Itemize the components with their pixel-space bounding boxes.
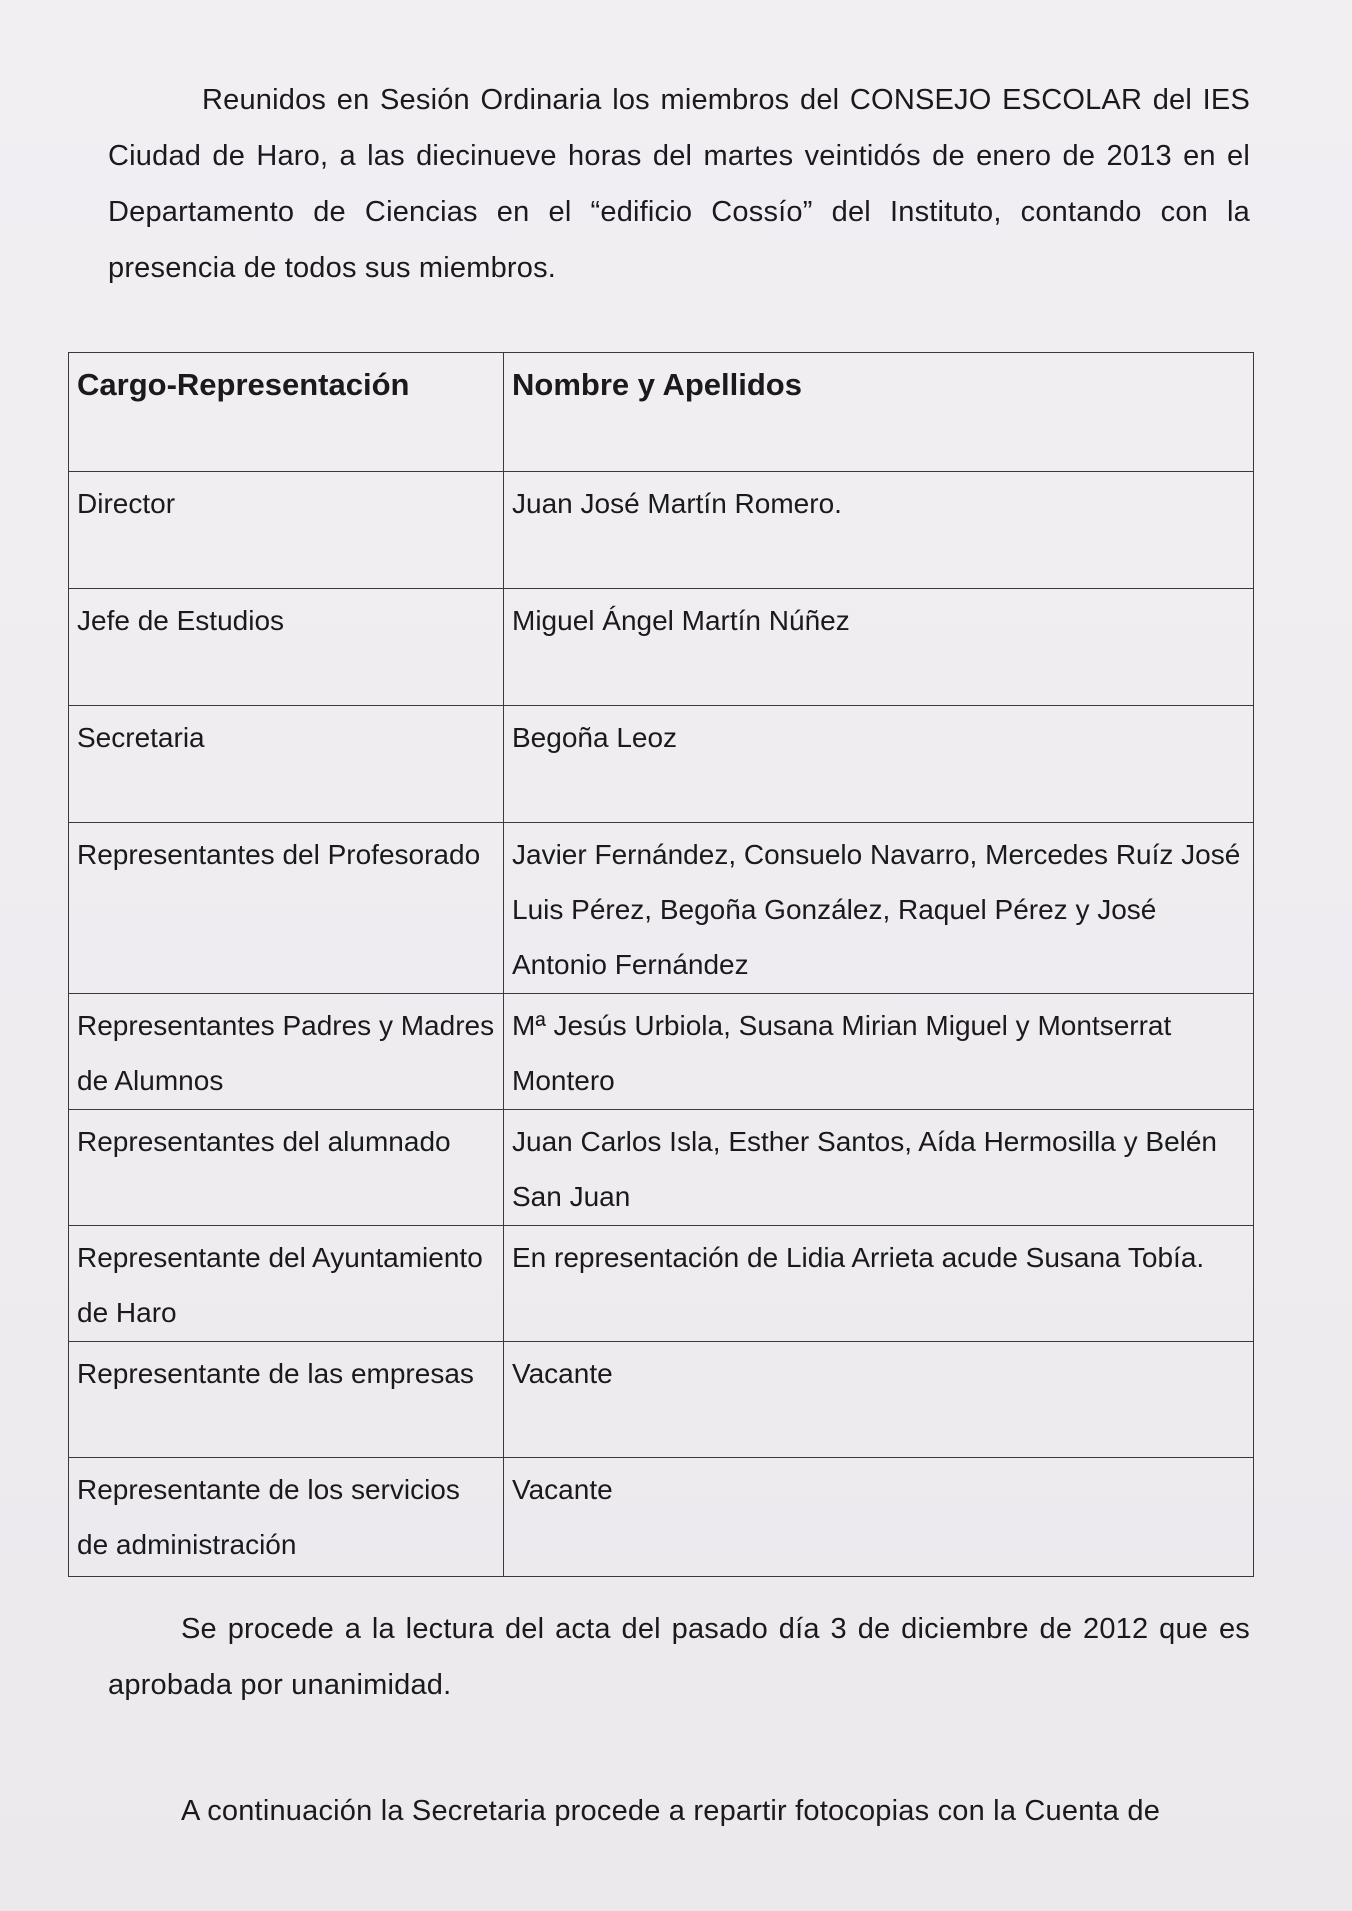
nombre-cell: Miguel Ángel Martín Núñez <box>504 589 1254 706</box>
nombre-cell: Javier Fernández, Consuelo Navarro, Mercedes Ruíz José Luis Pérez, Begoña González, Raquel Pérez y José Antonio Fernández <box>504 823 1254 994</box>
intro-paragraph: Reunidos en Sesión Ordinaria los miembros del CONSEJO ESCOLAR del IES Ciudad de Haro, a las diecinueve horas del martes veintidós de enero de 2013 en el Departamento de Ciencias en el “edificio Cossío” del Instituto, contando con la presencia de todos sus miembros. <box>108 84 1250 284</box>
cargo-cell: Director <box>69 472 504 589</box>
nombre-cell: Mª Jesús Urbiola, Susana Mirian Miguel y Montserrat Montero <box>504 994 1254 1110</box>
cargo-cell: Representantes del Profesorado <box>69 823 504 994</box>
nombre-cell: Vacante <box>504 1342 1254 1458</box>
cargo-cell: Jefe de Estudios <box>69 589 504 706</box>
table-row <box>69 1458 1254 1577</box>
table-row <box>69 472 1254 589</box>
cargo-cell: Representante de los servicios de administración <box>69 1458 504 1577</box>
cargo-cell: Representante del Ayuntamiento de Haro <box>69 1226 504 1342</box>
nombre-cell: Juan Carlos Isla, Esther Santos, Aída Hermosilla y Belén San Juan <box>504 1110 1254 1226</box>
nombre-cell: En representación de Lidia Arrieta acude Susana Tobía. <box>504 1226 1254 1342</box>
header-nombre: Nombre y Apellidos <box>504 353 1254 472</box>
table-row <box>69 1110 1254 1226</box>
cargo-cell: Secretaria <box>69 706 504 823</box>
nombre-cell: Juan José Martín Romero. <box>504 472 1254 589</box>
nombre-cell: Begoña Leoz <box>504 706 1254 823</box>
cargo-cell: Representantes Padres y Madres de Alumnos <box>69 994 504 1110</box>
approval-paragraph: Se procede a la lectura del acta del pasado día 3 de diciembre de 2012 que es aprobada por unanimidad. <box>108 1613 1250 1701</box>
table-row <box>69 1226 1254 1342</box>
header-cargo: Cargo-Representación <box>69 353 504 472</box>
table-row <box>69 706 1254 823</box>
nombre-cell: Vacante <box>504 1458 1254 1577</box>
table-header-row <box>69 353 1254 472</box>
table-row <box>69 994 1254 1110</box>
continuation-paragraph: A continuación la Secretaria procede a repartir fotocopias con la Cuenta de <box>181 1795 1161 1827</box>
table-row <box>69 823 1254 994</box>
members-table <box>68 352 1254 1577</box>
cargo-cell: Representantes del alumnado <box>69 1110 504 1226</box>
table-row <box>69 1342 1254 1458</box>
table-row <box>69 589 1254 706</box>
cargo-cell: Representante de las empresas <box>69 1342 504 1458</box>
